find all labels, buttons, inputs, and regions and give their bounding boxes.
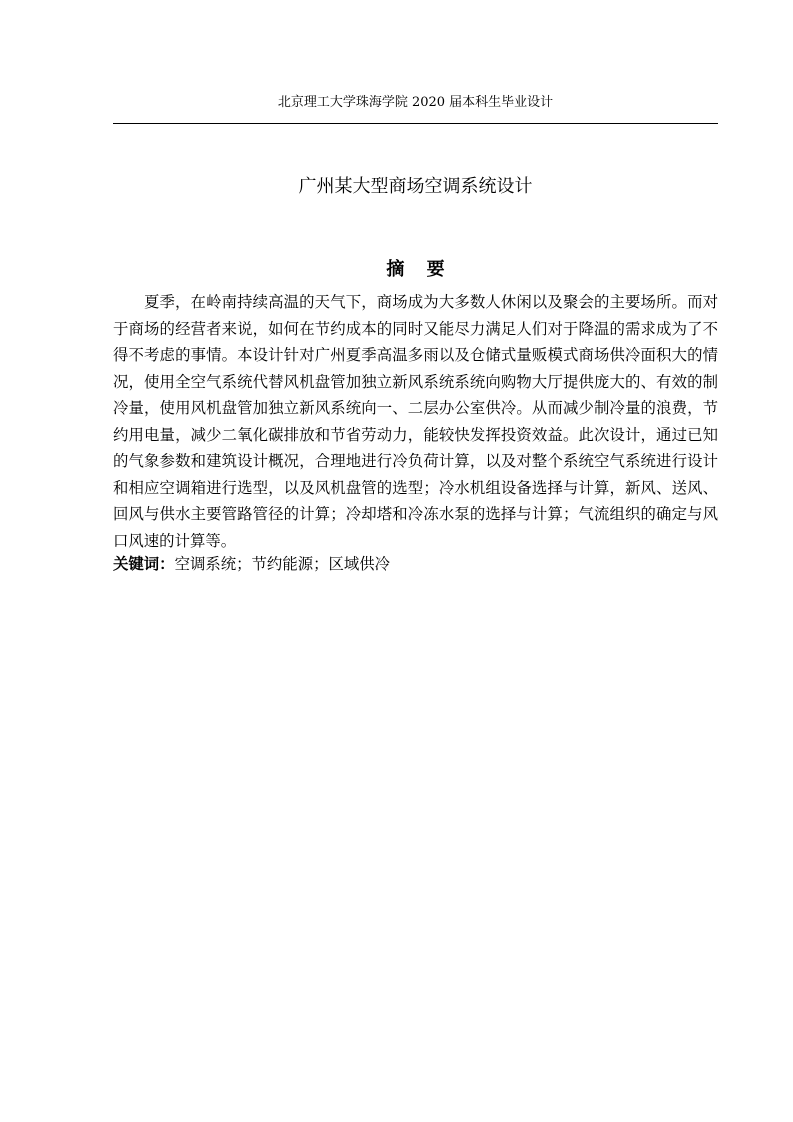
abstract-body: 夏季，在岭南持续高温的天气下，商场成为大多数人休闲以及聚会的主要场所。而对于商场的经营者来说，如何在节约成本的同时又能尽力满足人们对于降温的需求成为了不得不考虑的事情。本设计针对广州夏季高温多雨以及仓储式量贩模式商场供冷面积大的情况，使用全空气系统代替风机盘管加独立新风系统系统向购物大厅提供庞大的、有效的制冷量，使用风机盘管加独立新风系统向一、二层办公室供冷。从而减少制冷量的浪费，节约用电量，减少二氧化碳排放和节省劳动力，能较快发挥投资效益。此次设计，通过已知的气象参数和建筑设计概况，合理地进行冷负荷计算，以及对整个系统空气系统进行设计和相应空调箱进行选型，以及风机盘管的选型；冷水机组设备选择与计算，新风、送风、回风与供水主要管路管径的计算；冷却塔和冷冻水泵的选择与计算；气流组织的确定与风口风速的计算等。 bbox=[113, 293, 718, 550]
keywords-label: 关键词： bbox=[113, 555, 175, 573]
running-header: 北京理工大学珠海学院 2020 届本科生毕业设计 bbox=[277, 95, 554, 110]
keywords-line bbox=[113, 552, 718, 576]
document-title: 广州某大型商场空调系统设计 bbox=[298, 176, 533, 197]
keywords-value: 空调系统；节约能源；区域供冷 bbox=[174, 555, 391, 573]
header-rule bbox=[113, 123, 718, 124]
abstract-heading: 摘 要 bbox=[386, 259, 453, 280]
